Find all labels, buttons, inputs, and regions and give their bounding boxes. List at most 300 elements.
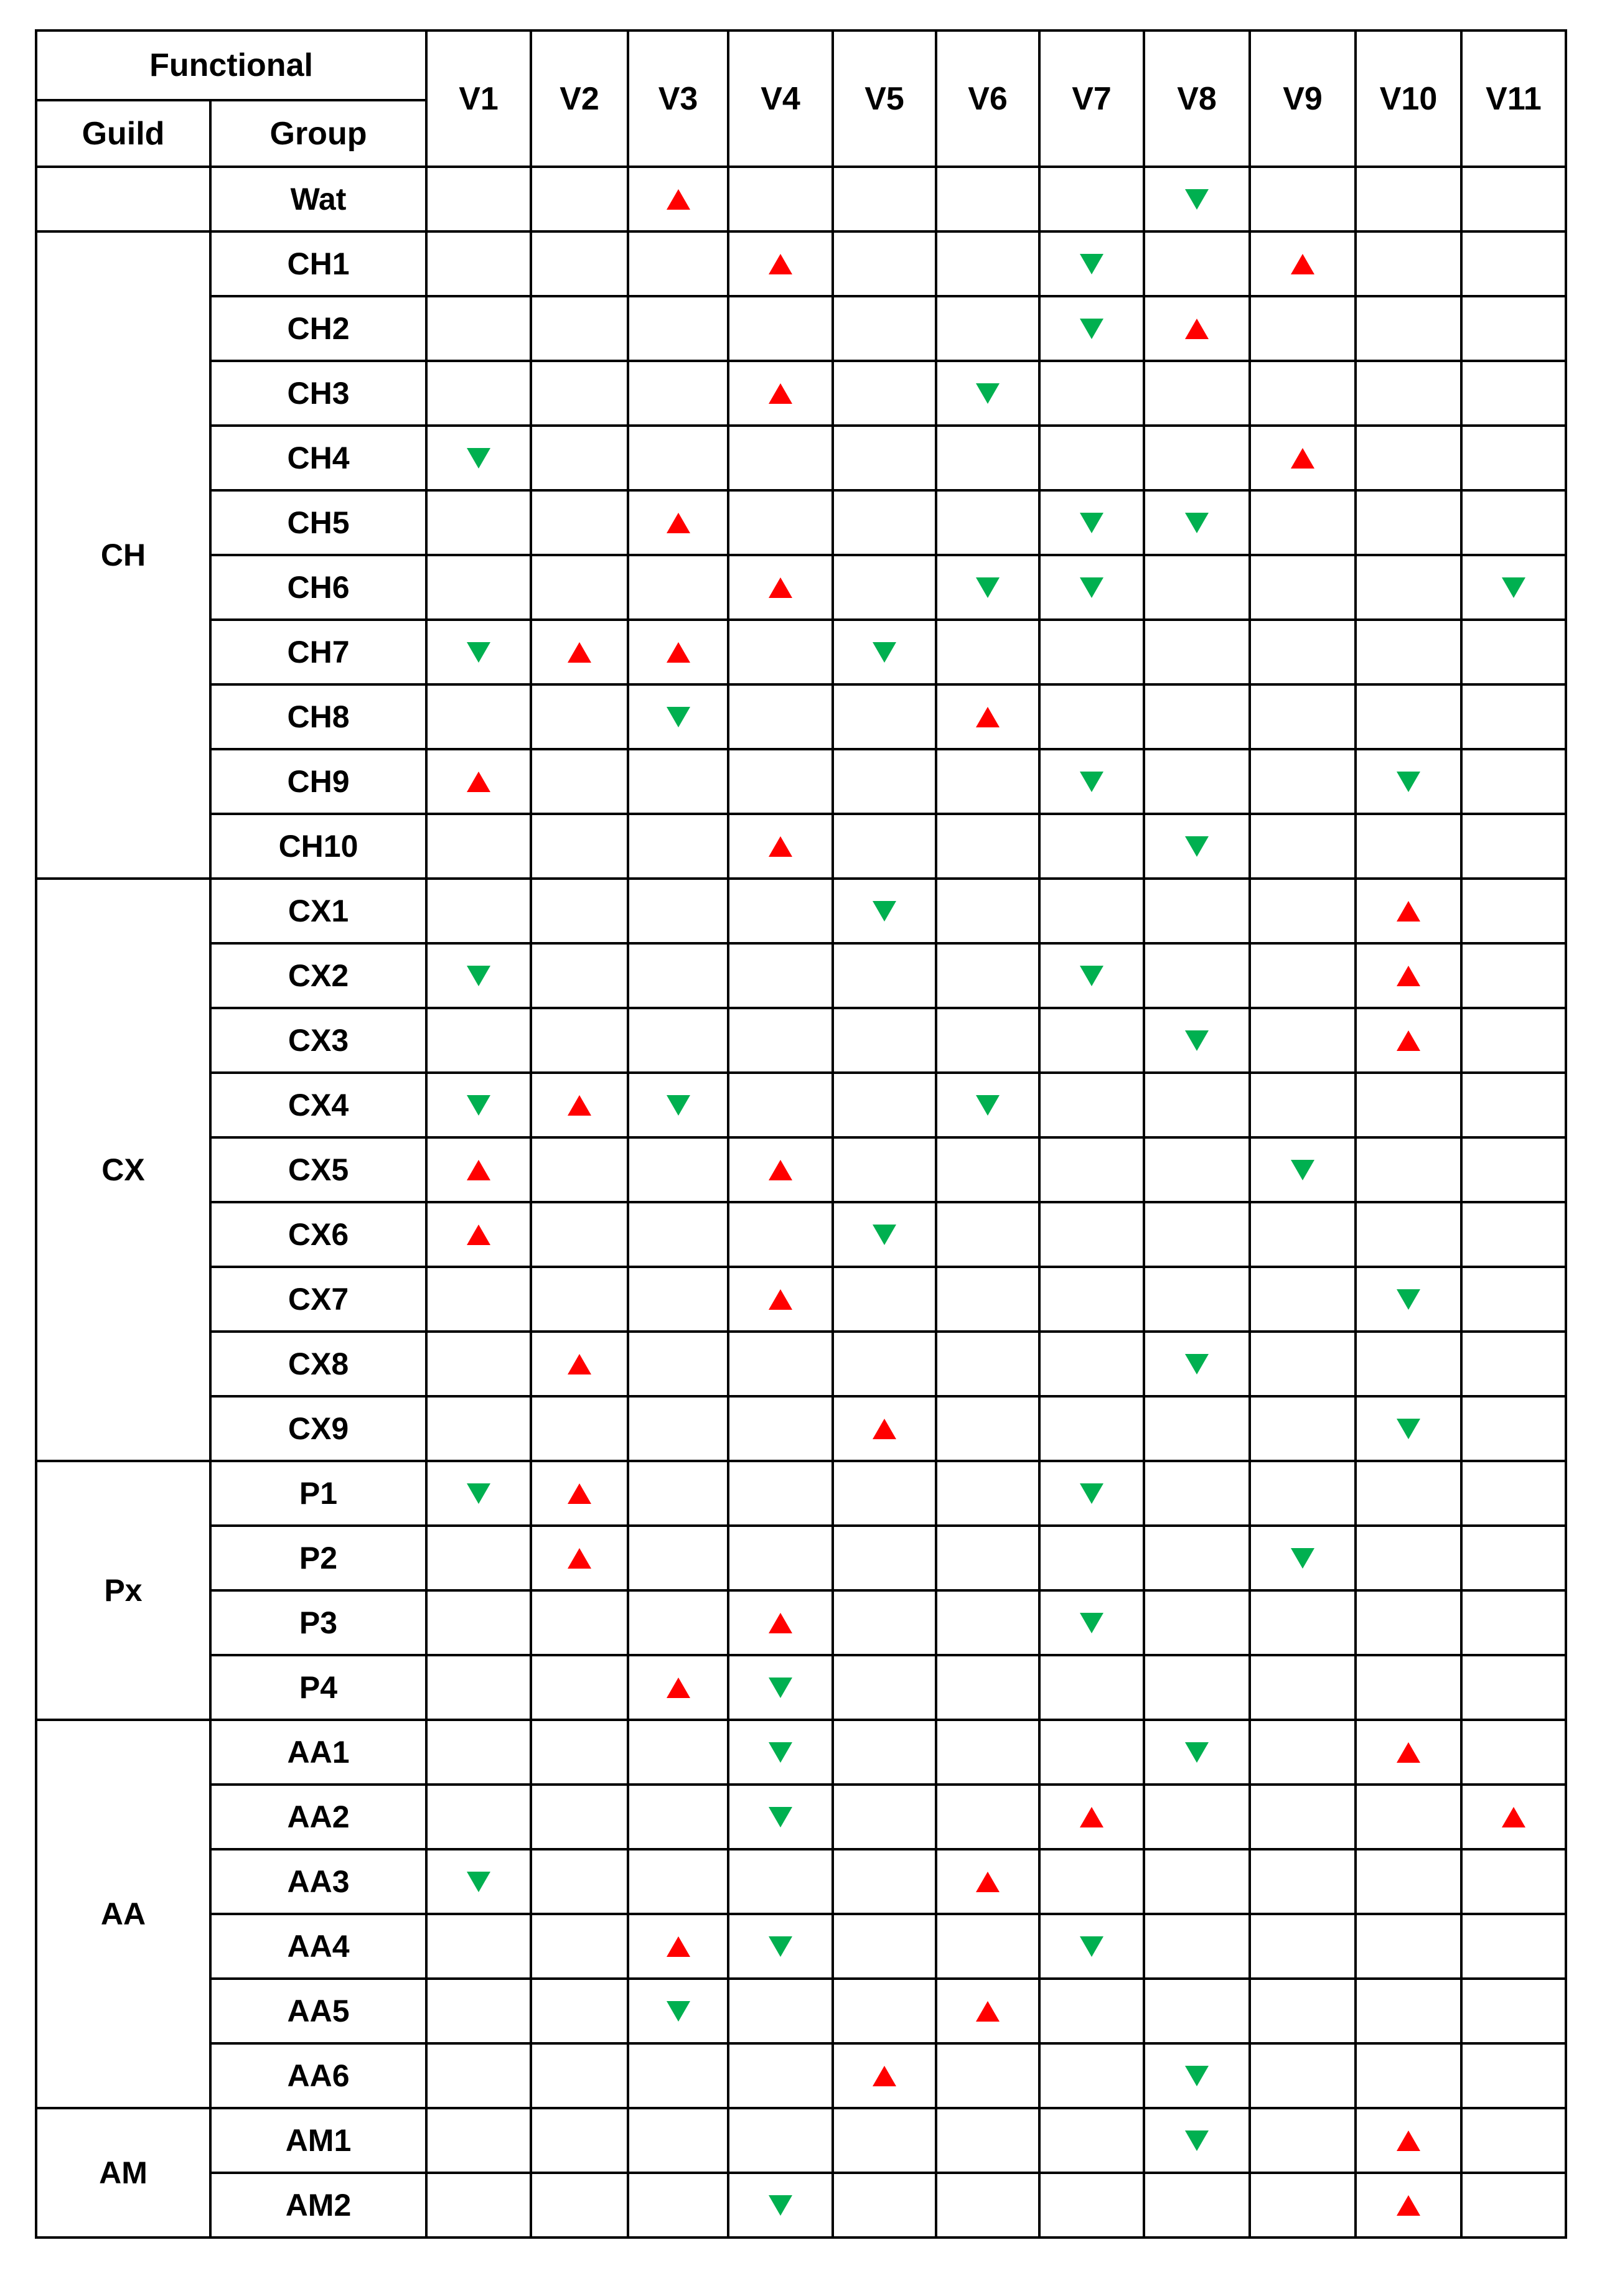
value-cell (426, 879, 531, 943)
value-cell (936, 1267, 1039, 1332)
up-triangle-icon (769, 1289, 792, 1310)
value-cell (531, 1073, 628, 1137)
group-cell: CH4 (210, 426, 426, 490)
value-cell (628, 296, 728, 361)
down-triangle-icon (1185, 189, 1209, 210)
value-cell (1461, 296, 1566, 361)
value-cell (1144, 1267, 1250, 1332)
down-triangle-icon (1080, 319, 1103, 339)
value-cell (1250, 1202, 1356, 1267)
value-cell (936, 426, 1039, 490)
value-cell (1356, 1073, 1461, 1137)
variable-header-v5: V5 (833, 30, 936, 167)
value-cell (1144, 684, 1250, 749)
value-cell (1039, 361, 1144, 426)
value-cell (1356, 1720, 1461, 1785)
down-triangle-icon (1080, 1613, 1103, 1633)
value-cell (1039, 1137, 1144, 1202)
value-cell (531, 361, 628, 426)
value-cell (833, 2173, 936, 2238)
value-cell (426, 1267, 531, 1332)
value-cell (426, 1461, 531, 1526)
table-body (36, 167, 1566, 2238)
value-cell (628, 879, 728, 943)
table-row (36, 1849, 1566, 1914)
table-row (36, 1137, 1566, 1202)
value-cell (1144, 1590, 1250, 1655)
value-cell (833, 1655, 936, 1720)
value-cell (1250, 1137, 1356, 1202)
value-cell (728, 1979, 833, 2043)
value-cell (531, 167, 628, 231)
value-cell (628, 1396, 728, 1461)
value-cell (936, 1526, 1039, 1590)
value-cell (728, 296, 833, 361)
value-cell (833, 943, 936, 1008)
value-cell (1039, 1785, 1144, 1849)
value-cell (833, 2043, 936, 2108)
up-triangle-icon (568, 1548, 591, 1569)
group-cell: CH3 (210, 361, 426, 426)
up-triangle-icon (769, 254, 792, 274)
value-cell (1144, 1849, 1250, 1914)
value-cell (1356, 1202, 1461, 1267)
value-cell (1039, 1332, 1144, 1396)
value-cell (1356, 1849, 1461, 1914)
value-cell (936, 620, 1039, 684)
value-cell (728, 1720, 833, 1785)
down-triangle-icon (769, 1678, 792, 1698)
up-triangle-icon (1397, 966, 1420, 986)
value-cell (531, 2108, 628, 2173)
up-triangle-icon (1080, 1807, 1103, 1827)
value-cell (728, 2173, 833, 2238)
variable-header-v8: V8 (1144, 30, 1250, 167)
value-cell (936, 1785, 1039, 1849)
value-cell (936, 1914, 1039, 1979)
value-cell (936, 490, 1039, 555)
value-cell (728, 1202, 833, 1267)
up-triangle-icon (873, 2066, 896, 2086)
value-cell (1144, 231, 1250, 296)
value-cell (1461, 1008, 1566, 1073)
value-cell (426, 167, 531, 231)
group-cell: CX5 (210, 1137, 426, 1202)
table-row (36, 1655, 1566, 1720)
value-cell (728, 1267, 833, 1332)
value-cell (1144, 1008, 1250, 1073)
value-cell (531, 1914, 628, 1979)
value-cell (833, 2108, 936, 2173)
value-cell (936, 1720, 1039, 1785)
group-cell: CH5 (210, 490, 426, 555)
value-cell (1250, 2043, 1356, 2108)
value-cell (936, 1396, 1039, 1461)
value-cell (728, 2043, 833, 2108)
value-cell (1461, 1461, 1566, 1526)
up-triangle-icon (1397, 1030, 1420, 1051)
value-cell (1039, 296, 1144, 361)
value-cell (728, 1655, 833, 1720)
up-triangle-icon (1397, 2195, 1420, 2216)
value-cell (1356, 296, 1461, 361)
up-triangle-icon (667, 642, 690, 663)
variable-header-v7: V7 (1039, 30, 1144, 167)
value-cell (628, 1332, 728, 1396)
value-cell (1461, 1590, 1566, 1655)
group-cell: AM2 (210, 2173, 426, 2238)
value-cell (531, 1720, 628, 1785)
value-cell (1250, 1655, 1356, 1720)
value-cell (1356, 231, 1461, 296)
value-cell (426, 2043, 531, 2108)
value-cell (1144, 1137, 1250, 1202)
table-row (36, 231, 1566, 296)
down-triangle-icon (667, 2001, 690, 2022)
value-cell (728, 1785, 833, 1849)
down-triangle-icon (873, 642, 896, 663)
value-cell (1039, 1073, 1144, 1137)
value-cell (833, 1979, 936, 2043)
value-cell (1144, 1526, 1250, 1590)
value-cell (1461, 1979, 1566, 2043)
group-cell: AA3 (210, 1849, 426, 1914)
variable-header-v6: V6 (936, 30, 1039, 167)
value-cell (1250, 684, 1356, 749)
value-cell (728, 1849, 833, 1914)
value-cell (1039, 1720, 1144, 1785)
group-cell: CH9 (210, 749, 426, 814)
group-cell: CX6 (210, 1202, 426, 1267)
value-cell (1356, 490, 1461, 555)
value-cell (833, 749, 936, 814)
value-cell (833, 1008, 936, 1073)
group-cell: AA2 (210, 1785, 426, 1849)
value-cell (833, 361, 936, 426)
down-triangle-icon (1185, 2130, 1209, 2151)
up-triangle-icon (1291, 254, 1314, 274)
value-cell (426, 1979, 531, 2043)
down-triangle-icon (769, 1936, 792, 1957)
value-cell (1461, 879, 1566, 943)
down-triangle-icon (1080, 577, 1103, 598)
group-cell: Wat (210, 167, 426, 231)
value-cell (1144, 1461, 1250, 1526)
value-cell (936, 1073, 1039, 1137)
table-row (36, 1008, 1566, 1073)
up-triangle-icon (1291, 448, 1314, 469)
value-cell (1039, 814, 1144, 879)
value-cell (628, 684, 728, 749)
value-cell (1250, 167, 1356, 231)
value-cell (1250, 1590, 1356, 1655)
value-cell (833, 1849, 936, 1914)
value-cell (426, 555, 531, 620)
value-cell (1461, 1849, 1566, 1914)
guild-cell: AA (36, 1720, 210, 2108)
value-cell (728, 1008, 833, 1073)
value-cell (531, 231, 628, 296)
value-cell (1250, 555, 1356, 620)
value-cell (1144, 1979, 1250, 2043)
value-cell (1356, 943, 1461, 1008)
functional-header: Functional (36, 30, 426, 100)
value-cell (1144, 879, 1250, 943)
value-cell (1461, 555, 1566, 620)
value-cell (1250, 814, 1356, 879)
value-cell (833, 814, 936, 879)
value-cell (426, 1396, 531, 1461)
guild-cell: CX (36, 879, 210, 1461)
table-row (36, 1267, 1566, 1332)
down-triangle-icon (1080, 772, 1103, 792)
value-cell (426, 943, 531, 1008)
value-cell (936, 1461, 1039, 1526)
down-triangle-icon (976, 383, 1000, 404)
value-cell (936, 296, 1039, 361)
value-cell (1356, 167, 1461, 231)
up-triangle-icon (568, 1095, 591, 1116)
value-cell (1144, 1073, 1250, 1137)
value-cell (936, 1590, 1039, 1655)
value-cell (426, 1849, 531, 1914)
table-row (36, 1202, 1566, 1267)
value-cell (728, 1526, 833, 1590)
value-cell (1356, 1655, 1461, 1720)
value-cell (426, 1332, 531, 1396)
value-cell (936, 1332, 1039, 1396)
value-cell (1144, 490, 1250, 555)
up-triangle-icon (467, 1225, 490, 1245)
value-cell (1356, 555, 1461, 620)
up-triangle-icon (976, 1872, 1000, 1892)
table-row (36, 1073, 1566, 1137)
group-cell: CH8 (210, 684, 426, 749)
value-cell (833, 1720, 936, 1785)
value-cell (1461, 1914, 1566, 1979)
value-cell (1250, 943, 1356, 1008)
value-cell (728, 749, 833, 814)
value-cell (1461, 1655, 1566, 1720)
value-cell (426, 490, 531, 555)
value-cell (1039, 1526, 1144, 1590)
value-cell (628, 749, 728, 814)
value-cell (1144, 1914, 1250, 1979)
value-cell (1461, 231, 1566, 296)
value-cell (1250, 1008, 1356, 1073)
value-cell (1461, 2173, 1566, 2238)
value-cell (936, 2043, 1039, 2108)
value-cell (1356, 1785, 1461, 1849)
value-cell (628, 2108, 728, 2173)
up-triangle-icon (769, 836, 792, 857)
down-triangle-icon (667, 707, 690, 727)
value-cell (628, 555, 728, 620)
value-cell (833, 879, 936, 943)
down-triangle-icon (1080, 513, 1103, 533)
value-cell (1356, 1332, 1461, 1396)
value-cell (1250, 1526, 1356, 1590)
value-cell (1039, 2043, 1144, 2108)
value-cell (1250, 361, 1356, 426)
value-cell (426, 1526, 531, 1590)
group-cell: CX3 (210, 1008, 426, 1073)
variable-header-v10: V10 (1356, 30, 1461, 167)
value-cell (1250, 296, 1356, 361)
value-cell (1039, 490, 1144, 555)
value-cell (1039, 426, 1144, 490)
down-triangle-icon (1185, 836, 1209, 857)
table-row (36, 296, 1566, 361)
up-triangle-icon (467, 1160, 490, 1180)
value-cell (1356, 1979, 1461, 2043)
down-triangle-icon (1502, 577, 1525, 598)
table-row (36, 1526, 1566, 1590)
value-cell (1461, 1526, 1566, 1590)
table-row (36, 943, 1566, 1008)
down-triangle-icon (1080, 1936, 1103, 1957)
value-cell (1250, 490, 1356, 555)
table-row (36, 1590, 1566, 1655)
value-cell (531, 1849, 628, 1914)
table-row (36, 167, 1566, 231)
value-cell (833, 1332, 936, 1396)
table-row (36, 1914, 1566, 1979)
up-triangle-icon (667, 1936, 690, 1957)
value-cell (833, 1590, 936, 1655)
value-cell (1039, 1979, 1144, 2043)
value-cell (1250, 1979, 1356, 2043)
up-triangle-icon (976, 707, 1000, 727)
value-cell (728, 943, 833, 1008)
value-cell (1356, 2173, 1461, 2238)
value-cell (1144, 1396, 1250, 1461)
value-cell (1144, 1655, 1250, 1720)
value-cell (531, 490, 628, 555)
value-cell (426, 814, 531, 879)
value-cell (1250, 426, 1356, 490)
value-cell (1461, 361, 1566, 426)
value-cell (531, 1461, 628, 1526)
value-cell (1144, 361, 1250, 426)
value-cell (628, 2173, 728, 2238)
group-cell: CX9 (210, 1396, 426, 1461)
up-triangle-icon (1397, 2130, 1420, 2151)
value-cell (1461, 684, 1566, 749)
value-cell (833, 1526, 936, 1590)
value-cell (1144, 814, 1250, 879)
table-row (36, 2043, 1566, 2108)
value-cell (728, 684, 833, 749)
value-cell (1356, 2108, 1461, 2173)
value-cell (531, 2043, 628, 2108)
table-row (36, 814, 1566, 879)
value-cell (531, 749, 628, 814)
value-cell (833, 555, 936, 620)
value-cell (1461, 814, 1566, 879)
value-cell (728, 1073, 833, 1137)
table-row (36, 684, 1566, 749)
value-cell (1356, 1914, 1461, 1979)
table-row (36, 1979, 1566, 2043)
down-triangle-icon (467, 1095, 490, 1116)
value-cell (426, 1073, 531, 1137)
value-cell (1461, 1267, 1566, 1332)
up-triangle-icon (976, 2001, 1000, 2022)
variable-header-v1: V1 (426, 30, 531, 167)
value-cell (833, 231, 936, 296)
up-triangle-icon (667, 513, 690, 533)
down-triangle-icon (1397, 1419, 1420, 1439)
value-cell (1250, 620, 1356, 684)
value-cell (1039, 684, 1144, 749)
value-cell (628, 1914, 728, 1979)
value-cell (1250, 1720, 1356, 1785)
value-cell (1039, 1914, 1144, 1979)
value-cell (833, 1073, 936, 1137)
value-cell (1356, 1396, 1461, 1461)
value-cell (628, 1267, 728, 1332)
down-triangle-icon (1397, 1289, 1420, 1310)
guild-cell: CH (36, 231, 210, 879)
value-cell (628, 490, 728, 555)
up-triangle-icon (667, 1678, 690, 1698)
down-triangle-icon (1080, 966, 1103, 986)
value-cell (1250, 1332, 1356, 1396)
value-cell (1461, 167, 1566, 231)
table-row (36, 879, 1566, 943)
value-cell (531, 1785, 628, 1849)
value-cell (833, 1785, 936, 1849)
down-triangle-icon (769, 1807, 792, 1827)
value-cell (531, 1655, 628, 1720)
value-cell (833, 1461, 936, 1526)
value-cell (531, 879, 628, 943)
value-cell (1039, 167, 1144, 231)
value-cell (1039, 1590, 1144, 1655)
down-triangle-icon (467, 642, 490, 663)
value-cell (531, 2173, 628, 2238)
group-cell: CX2 (210, 943, 426, 1008)
value-cell (728, 361, 833, 426)
group-cell: CX8 (210, 1332, 426, 1396)
down-triangle-icon (976, 577, 1000, 598)
value-cell (628, 1137, 728, 1202)
table-row (36, 749, 1566, 814)
value-cell (531, 1590, 628, 1655)
value-cell (1144, 426, 1250, 490)
value-cell (628, 1526, 728, 1590)
value-cell (1250, 1461, 1356, 1526)
value-cell (628, 1785, 728, 1849)
value-cell (833, 684, 936, 749)
value-cell (1356, 1526, 1461, 1590)
value-cell (426, 2108, 531, 2173)
value-cell (728, 490, 833, 555)
up-triangle-icon (568, 1354, 591, 1374)
down-triangle-icon (873, 1225, 896, 1245)
value-cell (728, 231, 833, 296)
value-cell (426, 2173, 531, 2238)
value-cell (1039, 555, 1144, 620)
value-cell (833, 620, 936, 684)
table-row (36, 2108, 1566, 2173)
value-cell (728, 1590, 833, 1655)
value-cell (1039, 943, 1144, 1008)
value-cell (936, 361, 1039, 426)
value-cell (531, 1526, 628, 1590)
value-cell (1250, 2108, 1356, 2173)
